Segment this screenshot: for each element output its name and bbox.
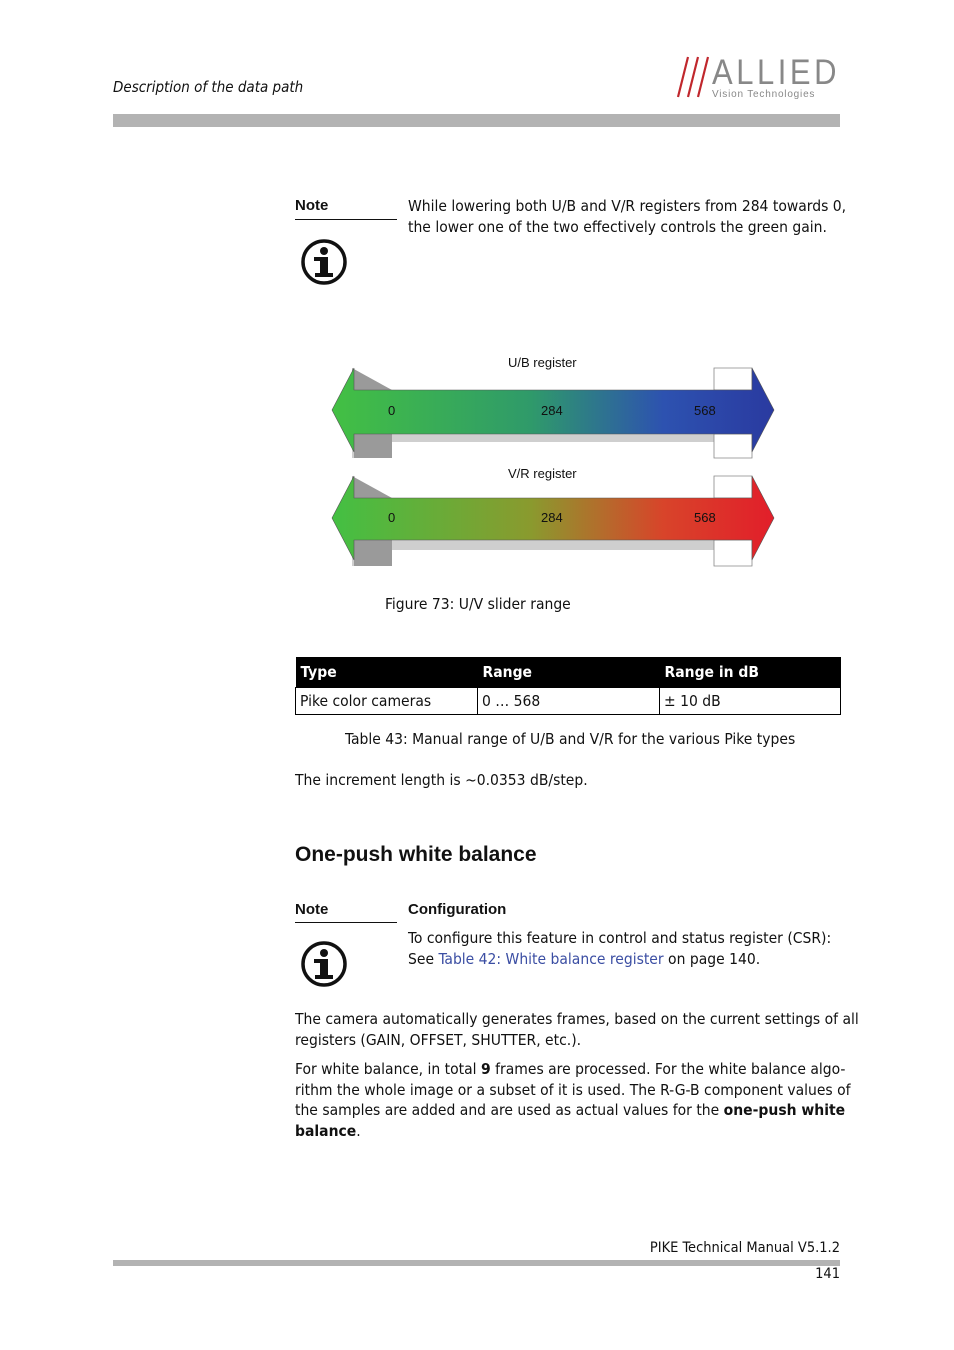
para2-text: frames are processed. For the white balance algo- — [490, 1060, 846, 1078]
ub-tick-0: 0 — [388, 403, 396, 418]
vr-tick-284: 284 — [541, 510, 563, 525]
note-text-line1: While lowering both U/B and V/R registers from 284 towards 0, — [408, 197, 847, 215]
para2-line4 — [295, 1121, 361, 1142]
note-config-line2 — [408, 949, 760, 970]
table-row — [296, 688, 841, 715]
info-icon — [300, 940, 350, 990]
table-cell: 0 … 568 — [478, 688, 660, 715]
para2-line2: rithm the whole image or a subset of it is used. The R-G-B component values of — [295, 1081, 851, 1099]
footer-rule — [113, 1260, 840, 1266]
figure-caption: Figure 73: U/V slider range — [385, 595, 571, 613]
manual-title: PIKE Technical Manual V5.1.2 — [649, 1240, 840, 1256]
section-title: Description of the data path — [113, 78, 304, 96]
para2-text: For white balance, in total — [295, 1060, 481, 1078]
table-caption: Table 43: Manual range of U/B and V/R for the various Pike types — [345, 730, 796, 748]
balance-bold: balance — [295, 1122, 357, 1140]
para2-text: . — [356, 1122, 361, 1140]
para1-line1: The camera automatically generates frames, based on the current settings of all — [295, 1010, 859, 1028]
white-balance-register-link[interactable]: Table 42: White balance register — [438, 950, 664, 968]
para2-text: the samples are added and are used as actual values for the — [295, 1101, 724, 1119]
logo-subtitle: Vision Technologies — [712, 89, 816, 100]
para2-line3 — [295, 1100, 845, 1121]
info-icon — [300, 238, 350, 288]
vr-tick-0: 0 — [388, 510, 396, 525]
page-number: 141 — [815, 1266, 840, 1282]
vr-tick-568: 568 — [694, 510, 716, 525]
note-label: Note — [295, 197, 329, 214]
note-title: Configuration — [408, 901, 507, 918]
para1-line2: registers (GAIN, OFFSET, SHUTTER, etc.). — [295, 1031, 582, 1049]
note-text-line2: the lower one of the two effectively controls the green gain. — [408, 218, 827, 236]
ub-tick-568: 568 — [694, 403, 716, 418]
para2-line1 — [295, 1059, 845, 1080]
see-text: See — [408, 950, 439, 968]
section-heading: One-push white balance — [295, 843, 537, 866]
note-divider — [295, 219, 397, 220]
range-table — [295, 657, 841, 715]
one-push-bold: one-push white — [723, 1101, 846, 1119]
table-header-row — [296, 657, 841, 688]
note-label: Note — [295, 901, 329, 918]
note-divider — [295, 922, 397, 923]
note-config-line1: To configure this feature in control and status register (CSR): — [408, 929, 832, 947]
allied-logo — [668, 52, 843, 102]
header-rule — [113, 114, 840, 127]
vr-register-label: V/R register — [508, 466, 577, 481]
page-ref-text: on page 140. — [663, 950, 761, 968]
uv-slider-figure — [330, 352, 778, 574]
increment-text: The increment length is ~0.0353 dB/step. — [295, 771, 588, 789]
table-header: Range in dB — [660, 657, 841, 688]
ub-register-label: U/B register — [508, 355, 577, 370]
table-cell: ± 10 dB — [660, 688, 841, 715]
frame-count: 9 — [480, 1060, 491, 1078]
table-header: Range — [478, 657, 660, 688]
table-cell: Pike color cameras — [296, 688, 478, 715]
ub-tick-284: 284 — [541, 403, 563, 418]
logo-brand: ALLIED — [712, 53, 840, 92]
table-header: Type — [296, 657, 478, 688]
